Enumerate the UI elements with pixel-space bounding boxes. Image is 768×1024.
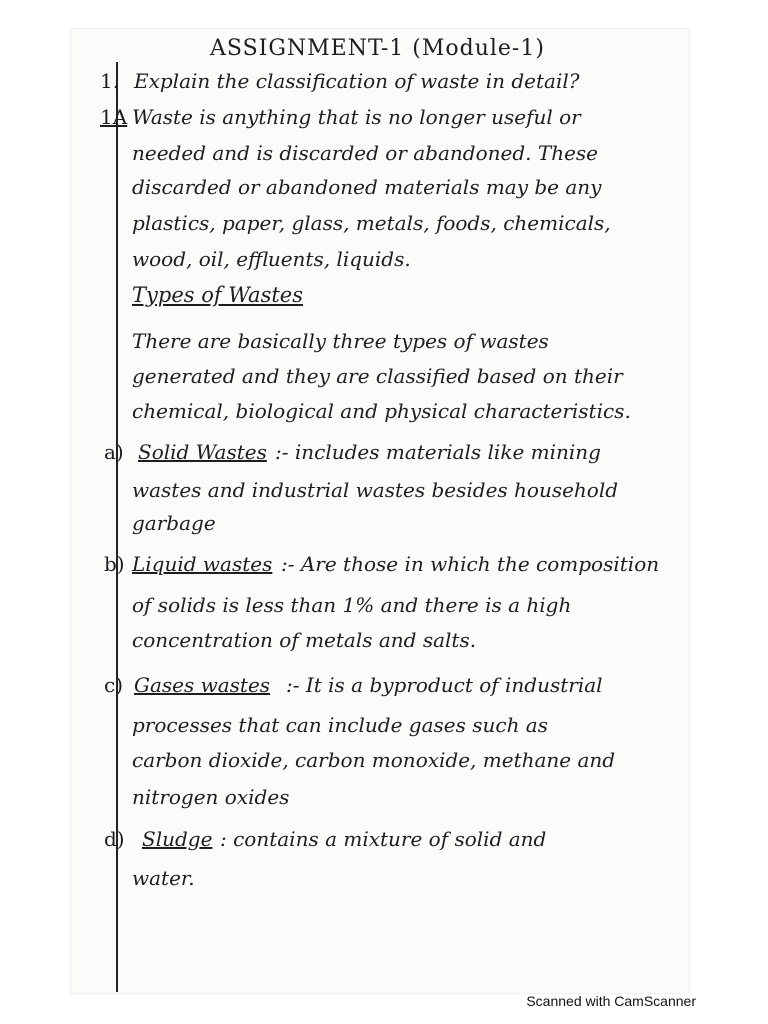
item-label: Solid Wastes bbox=[138, 440, 267, 464]
item-letter: d) bbox=[104, 827, 125, 851]
item-line: concentration of metals and salts. bbox=[132, 628, 477, 652]
intro-line: needed and is discarded or abandoned. These bbox=[132, 141, 599, 165]
intro-line: discarded or abandoned materials may be any bbox=[132, 175, 602, 199]
intro-line: wood, oil, effluents, liquids. bbox=[132, 247, 411, 271]
item-line: garbage bbox=[132, 511, 216, 535]
answer-label: 1A bbox=[100, 105, 128, 129]
question-number: 1. bbox=[100, 69, 120, 93]
item-line: : contains a mixture of solid and bbox=[220, 827, 547, 851]
item-label: Sludge bbox=[142, 827, 213, 851]
item-line: water. bbox=[132, 866, 195, 890]
item-line: wastes and industrial wastes besides household bbox=[132, 478, 619, 502]
item-line: of solids is less than 1% and there is a high bbox=[132, 593, 572, 617]
item-line: :- It is a byproduct of industrial bbox=[286, 673, 603, 697]
item-label: Gases wastes bbox=[134, 673, 271, 697]
types-intro-line: There are basically three types of wastes bbox=[132, 329, 549, 353]
margin-line bbox=[116, 62, 118, 992]
item-line: carbon dioxide, carbon monoxide, methane and bbox=[132, 748, 616, 772]
intro-line: plastics, paper, glass, metals, foods, chemicals, bbox=[132, 211, 611, 235]
assignment-title: ASSIGNMENT-1 (Module-1) bbox=[210, 36, 545, 61]
question-text: Explain the classification of waste in detail? bbox=[134, 69, 580, 93]
item-letter: c) bbox=[104, 673, 124, 697]
item-letter: b) bbox=[104, 552, 125, 576]
item-letter: a) bbox=[104, 440, 124, 464]
types-intro-line: generated and they are classified based on their bbox=[132, 364, 623, 388]
item-line: processes that can include gases such as bbox=[132, 713, 548, 737]
types-intro-line: chemical, biological and physical characteristics. bbox=[132, 399, 631, 423]
scanner-watermark: Scanned with CamScanner bbox=[526, 993, 696, 1009]
item-line: nitrogen oxides bbox=[132, 785, 290, 809]
intro-line: Waste is anything that is no longer useful or bbox=[132, 105, 581, 129]
item-line: :- includes materials like mining bbox=[275, 440, 601, 464]
item-line: :- Are those in which the composition bbox=[281, 552, 660, 576]
types-heading: Types of Wastes bbox=[132, 283, 303, 307]
item-label: Liquid wastes bbox=[132, 552, 273, 576]
